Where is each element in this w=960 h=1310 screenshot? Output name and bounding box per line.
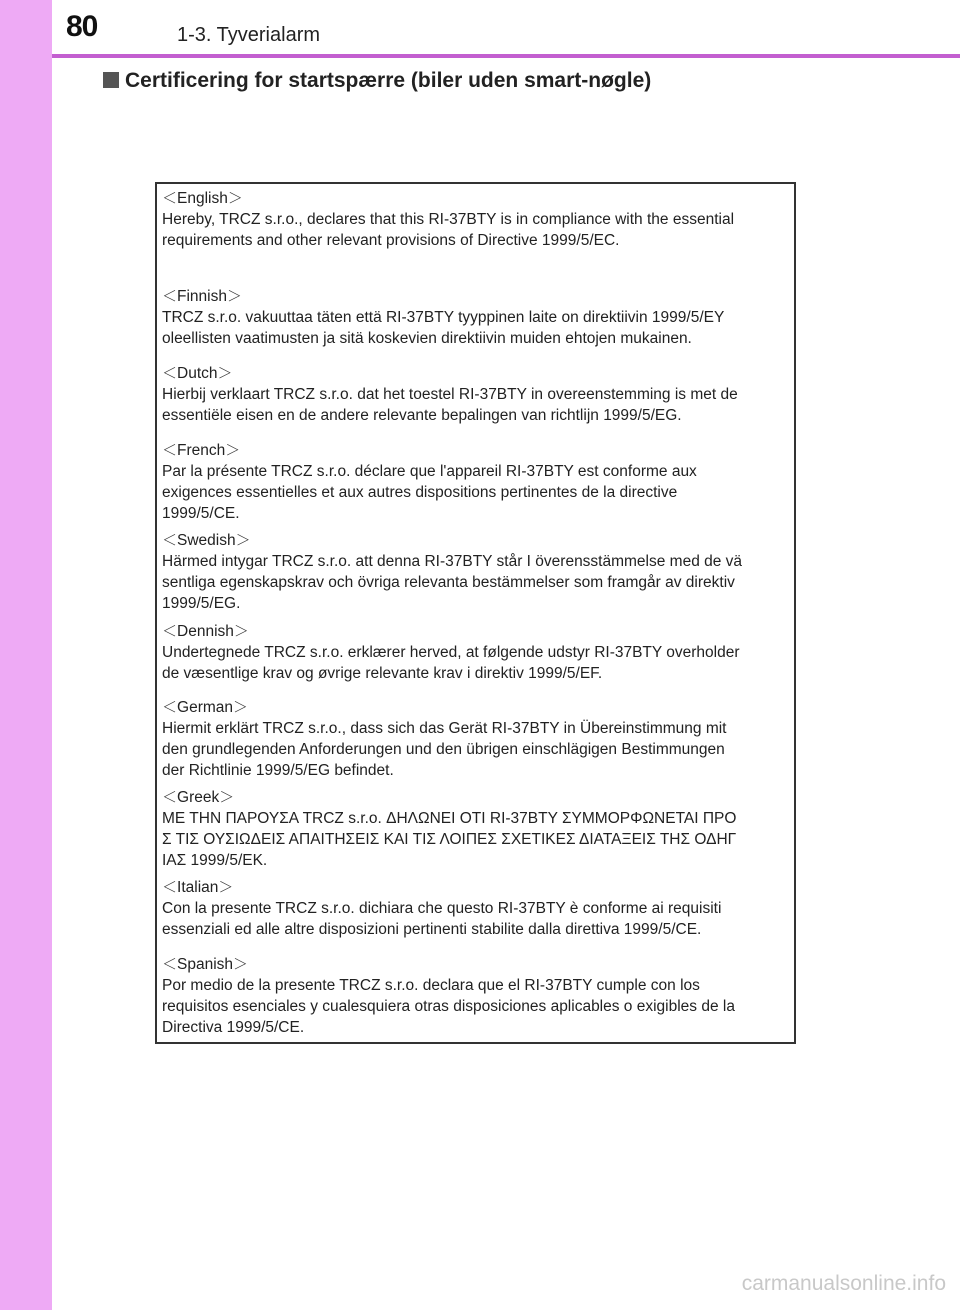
declaration-line: TRCZ s.r.o. vakuuttaa täten että RI-37BTY tyyppinen laite on direktiivin 1999/5/EY [162,309,725,326]
language-label: ＜Finnish＞ [162,288,242,305]
declaration-line: Con la presente TRCZ s.r.o. dichiara che questo RI-37BTY è conforme ai requisiti [162,900,722,917]
declaration-german [162,697,791,781]
square-bullet-icon [103,72,119,88]
declaration-line: ΜΕ ΤΗΝ ΠΑΡΟΥΣΑ TRCZ s.r.o. ΔΗΛΩΝΕΙ ΟΤΙ RI-37BTY ΣΥΜΜΟΡΦΩΝΕΤΑΙ ΠΡΟ [162,810,737,827]
declaration-line: de væsentlige krav og øvrige relevante krav i direktiv 1999/5/EF. [162,665,603,682]
declaration-line: Undertegnede TRCZ s.r.o. erklærer herved, at følgende udstyr RI-37BTY overholder [162,644,740,661]
declaration-line: Hierbij verklaart TRCZ s.r.o. dat het toestel RI-37BTY in overeenstemming is met de [162,386,738,403]
language-label: ＜English＞ [162,190,243,207]
declaration-line: Härmed intygar TRCZ s.r.o. att denna RI-37BTY står I överensstämmelse med de vä [162,553,743,570]
declaration-box [155,182,796,1044]
declaration-line: Σ ΤΙΣ ΟΥΣΙΩΔΕΙΣ ΑΠΑΙΤΗΣΕΙΣ ΚΑΙ ΤΙΣ ΛΟΙΠΕΣ ΣΧΕΤΙΚΕΣ ΔΙΑΤΑΞΕΙΣ ΤΗΣ ΟΔΗΓ [162,831,737,848]
language-label: ＜Swedish＞ [162,532,251,549]
language-label: ＜Greek＞ [162,789,235,806]
language-label: ＜Spanish＞ [162,956,249,973]
declaration-line: requisitos esenciales y cualesquiera otras disposiciones aplicables o exigibles de la [162,998,735,1015]
declaration-swedish [162,530,791,614]
page-side-tab [0,0,52,1310]
declaration-line: requirements and other relevant provisions of Directive 1999/5/EC. [162,232,620,249]
declaration-line: essentiële eisen en de andere relevante bepalingen van richtlijn 1999/5/EG. [162,407,682,424]
declaration-greek [162,787,791,871]
declaration-english [162,188,791,251]
declaration-line: Hereby, TRCZ s.r.o., declares that this RI-37BTY is in compliance with the essential [162,211,735,228]
declaration-line: 1999/5/CE. [162,505,240,522]
header-divider [52,54,960,58]
declaration-line: sentliga egenskapskrav och övriga relevanta bestämmelser som framgår av direktiv [162,574,735,591]
declaration-line: den grundlegenden Anforderungen und den übrigen einschlägigen Bestimmungen [162,741,725,758]
section-title: 1-3. Tyverialarm [177,24,321,46]
section-heading [103,66,651,96]
declaration-danish [162,621,791,684]
language-label: ＜French＞ [162,442,241,459]
declaration-line: Par la présente TRCZ s.r.o. déclare que l'appareil RI-37BTY est conforme aux [162,463,697,480]
declaration-line: oleellisten vaatimusten ja sitä koskevien direktiivin muiden ehtojen mukainen. [162,330,692,347]
declaration-french [162,440,791,524]
page-number: 80 [66,10,98,43]
section-heading-text: Certificering for startspærre (biler uden smart-nøgle) [125,69,652,92]
language-label: ＜German＞ [162,699,249,716]
declaration-italian [162,877,791,940]
declaration-finnish [162,286,791,349]
declaration-line: Hiermit erklärt TRCZ s.r.o., dass sich das Gerät RI-37BTY in Übereinstimmung mit [162,720,727,737]
language-label: ＜Dennish＞ [162,623,249,640]
declaration-spanish [162,954,791,1038]
declaration-line: der Richtlinie 1999/5/EG befindet. [162,762,394,779]
watermark-site: carmanualsonline.info [741,1272,946,1295]
declaration-line: exigences essentielles et aux autres dispositions pertinentes de la directive [162,484,678,501]
declaration-line: Por medio de la presente TRCZ s.r.o. declara que el RI-37BTY cumple con los [162,977,700,994]
declaration-line: 1999/5/EG. [162,595,241,612]
language-label: ＜Dutch＞ [162,365,233,382]
declaration-line: ΙΑΣ 1999/5/ΕΚ. [162,852,268,869]
declaration-dutch [162,363,791,426]
declaration-line: essenziali ed alle altre disposizioni pertinenti stabilite dalla direttiva 1999/5/CE. [162,921,702,938]
language-label: ＜Italian＞ [162,879,234,896]
declaration-line: Directiva 1999/5/CE. [162,1019,305,1036]
